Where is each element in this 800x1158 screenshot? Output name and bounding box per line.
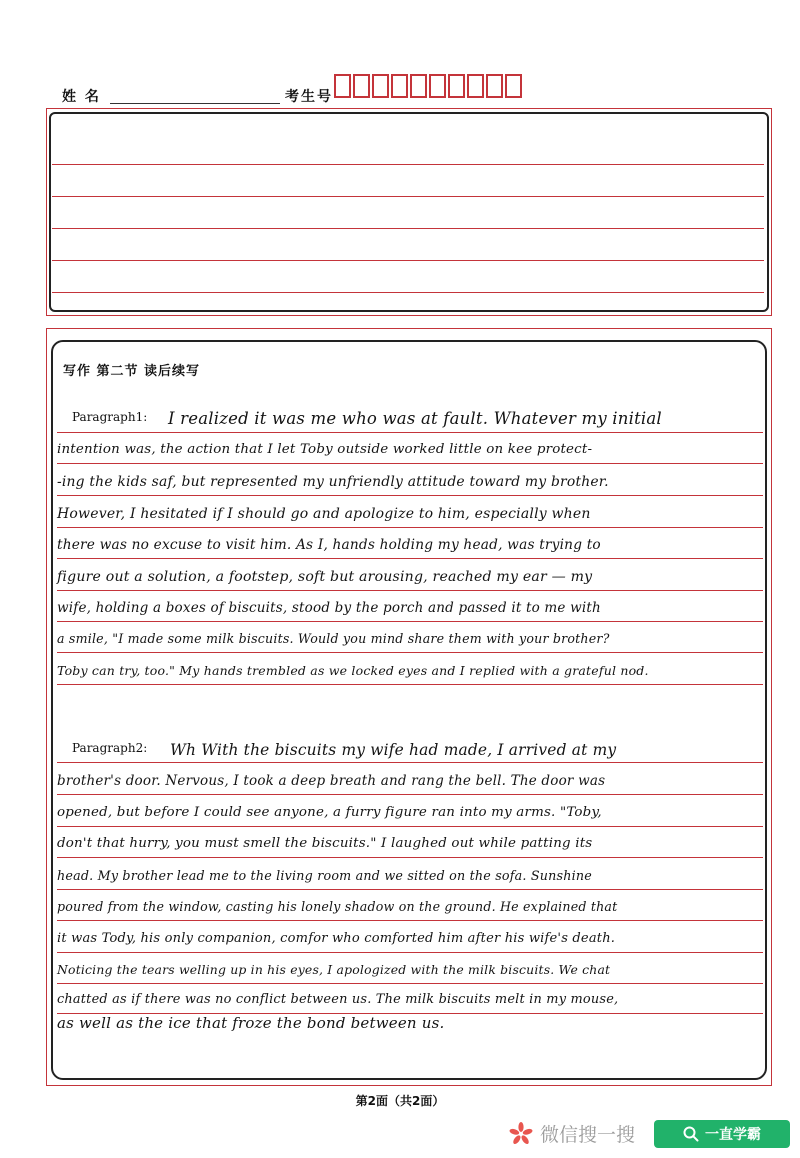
writing-rule bbox=[57, 952, 763, 953]
page-number: 第2面（共2面） bbox=[355, 1094, 445, 1108]
wechat-search-text: 微信搜一搜 bbox=[540, 1124, 636, 1146]
name-field-line[interactable] bbox=[110, 103, 280, 104]
exam-id-boxes[interactable] bbox=[334, 74, 522, 98]
writing-rule bbox=[57, 527, 763, 528]
writing-rule bbox=[57, 590, 763, 591]
writing-rule bbox=[57, 652, 763, 653]
handwriting-line: as well as the ice that froze the bond between us. bbox=[57, 1014, 445, 1032]
handwriting-line: Noticing the tears welling up in his eyes, I apologized with the milk biscuits. We chat bbox=[57, 962, 611, 977]
writing-rule bbox=[57, 983, 763, 984]
writing-rule bbox=[57, 889, 763, 890]
exam-id-box[interactable] bbox=[448, 74, 465, 98]
handwriting-line: wife, holding a boxes of biscuits, stood by the porch and passed it to me with bbox=[57, 600, 601, 616]
wechat-search-watermark bbox=[508, 1120, 635, 1147]
writing-rule bbox=[57, 826, 763, 827]
writing-rule bbox=[57, 920, 763, 921]
upper-answer-box bbox=[49, 112, 769, 312]
handwriting-line: head. My brother lead me to the living room and we sitted on the sofa. Sunshine bbox=[57, 868, 592, 883]
handwriting-line: I realized it was me who was at fault. Whatever my initial bbox=[168, 409, 662, 428]
upper-rule bbox=[52, 196, 764, 197]
handwriting-line: chatted as if there was no conflict between us. The milk biscuits melt in my mouse, bbox=[57, 992, 619, 1007]
writing-rule bbox=[57, 432, 763, 433]
upper-rule bbox=[52, 292, 764, 293]
handwriting-line: Toby can try, too." My hands trembled as we locked eyes and I replied with a grateful nod. bbox=[57, 663, 649, 678]
handwriting-line: -ing the kids saf, but represented my unfriendly attitude toward my brother. bbox=[57, 474, 609, 490]
writing-rule bbox=[57, 621, 763, 622]
paragraph1-label: Paragraph1: bbox=[72, 410, 148, 424]
upper-rule bbox=[52, 164, 764, 165]
writing-rule bbox=[57, 857, 763, 858]
exam-id-box[interactable] bbox=[391, 74, 408, 98]
handwriting-line: don't that hurry, you must smell the biscuits." I laughed out while patting its bbox=[57, 836, 593, 851]
handwriting-line: poured from the window, casting his lonely shadow on the ground. He explained that bbox=[57, 899, 618, 914]
writing-rule bbox=[57, 495, 763, 496]
search-icon bbox=[683, 1126, 699, 1142]
exam-id-box[interactable] bbox=[410, 74, 427, 98]
exam-id-label: 考生号 bbox=[285, 89, 333, 105]
candidate-info-row bbox=[62, 84, 582, 108]
handwriting-line: However, I hesitated if I should go and apologize to him, especially when bbox=[57, 506, 591, 522]
upper-rule bbox=[52, 228, 764, 229]
handwriting-line: there was no excuse to visit him. As I, hands holding my head, was trying to bbox=[57, 537, 601, 553]
wechat-search-icon bbox=[508, 1121, 534, 1147]
exam-id-box[interactable] bbox=[486, 74, 503, 98]
search-account-button[interactable] bbox=[654, 1120, 790, 1148]
section-title: 写作 第二节 读后续写 bbox=[63, 364, 201, 379]
handwriting-line: it was Tody, his only companion, comfor who comforted him after his wife's death. bbox=[57, 931, 616, 946]
writing-rule bbox=[57, 794, 763, 795]
writing-rule bbox=[57, 684, 763, 685]
handwriting-line: intention was, the action that I let Toby outside worked little on kee protect- bbox=[57, 442, 593, 457]
handwriting-line: figure out a solution, a footstep, soft but arousing, reached my ear — my bbox=[57, 569, 593, 585]
handwriting-line: brother's door. Nervous, I took a deep breath and rang the bell. The door was bbox=[57, 773, 606, 789]
writing-rule bbox=[57, 463, 763, 464]
writing-rule bbox=[57, 558, 763, 559]
handwriting-line: a smile, "I made some milk biscuits. Would you mind share them with your brother? bbox=[57, 631, 610, 646]
exam-id-box[interactable] bbox=[467, 74, 484, 98]
exam-id-box[interactable] bbox=[429, 74, 446, 98]
exam-id-box[interactable] bbox=[334, 74, 351, 98]
search-account-label: 一直学霸 bbox=[705, 1127, 761, 1143]
handwriting-line: opened, but before I could see anyone, a furry figure ran into my arms. "Toby, bbox=[57, 805, 602, 820]
exam-id-box[interactable] bbox=[372, 74, 389, 98]
upper-rule bbox=[52, 260, 764, 261]
name-label: 姓 名 bbox=[62, 89, 101, 105]
paragraph2-label: Paragraph2: bbox=[72, 741, 148, 755]
exam-id-box[interactable] bbox=[505, 74, 522, 98]
exam-id-box[interactable] bbox=[353, 74, 370, 98]
handwriting-line: Wh With the biscuits my wife had made, I arrived at my bbox=[170, 741, 617, 759]
